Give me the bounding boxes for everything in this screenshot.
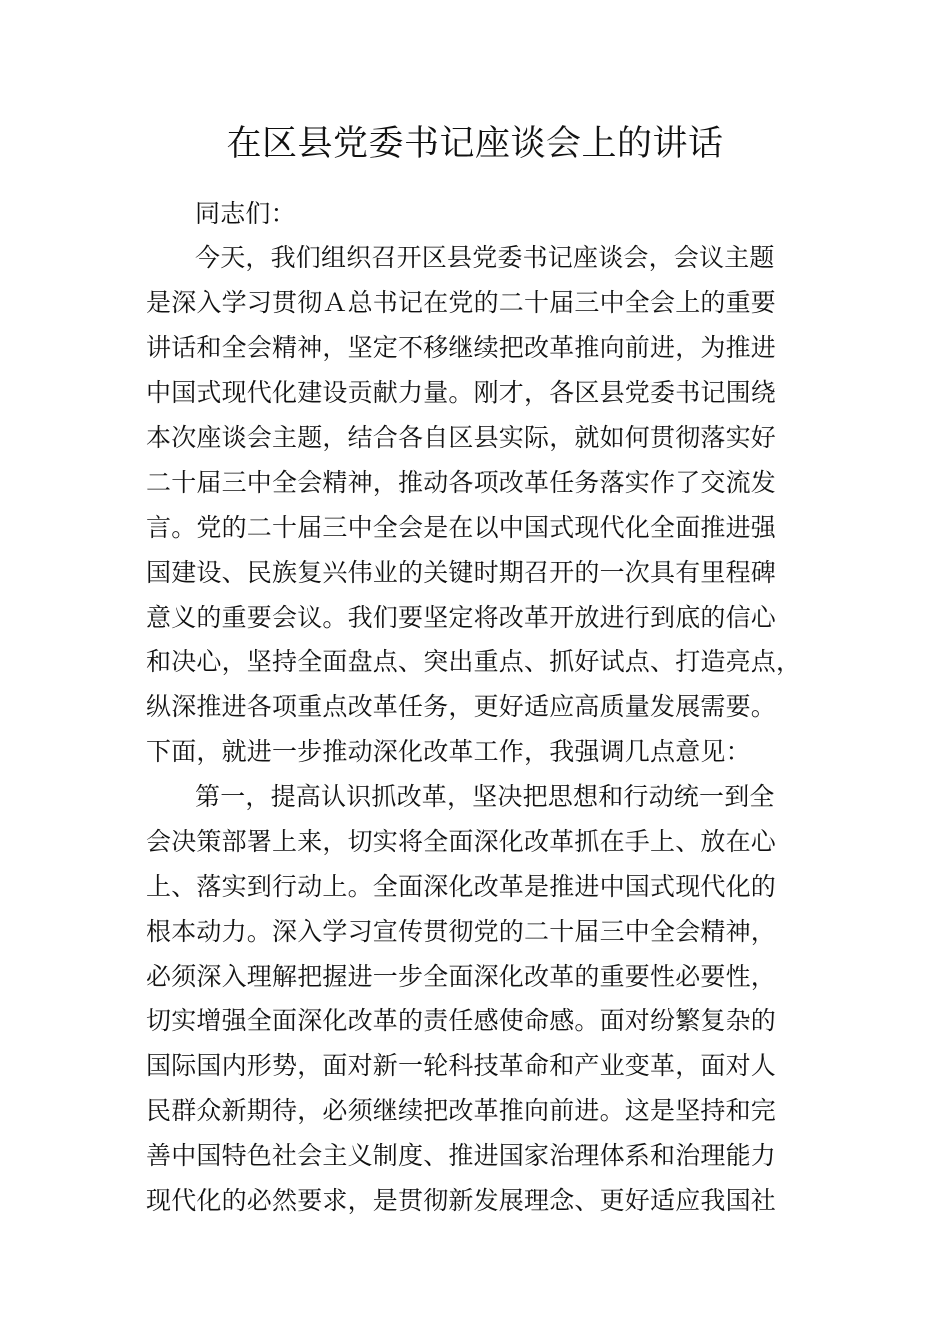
text-line: 下面，就进一步推动深化改革工作，我强调几点意见： <box>146 737 751 766</box>
text-line: 意义的重要会议。我们要坚定将改革开放进行到底的信心 <box>146 603 777 632</box>
text-line: 根本动力。深入学习宣传贯彻党的二十届三中全会精神， <box>146 917 777 946</box>
text-line: 切实增强全面深化改革的责任感使命感。面对纷繁复杂的 <box>146 1006 777 1035</box>
text-line: 中国式现代化建设贡献力量。刚才，各区县党委书记围绕 <box>146 378 777 407</box>
text-line: 第一，提高认识抓改革，坚决把思想和行动统一到全 <box>195 782 775 811</box>
document-title: 在区县党委书记座谈会上的讲话 <box>226 124 724 164</box>
text-line: 纵深推进各项重点改革任务，更好适应高质量发展需要。 <box>146 692 777 721</box>
text-line: 是深入学习贯彻Ａ总书记在党的二十届三中全会上的重要 <box>146 288 777 317</box>
text-line: 会决策部署上来，切实将全面深化改革抓在手上、放在心 <box>146 827 777 856</box>
text-line: 二十届三中全会精神，推动各项改革任务落实作了交流发 <box>146 468 777 497</box>
text-line: 本次座谈会主题，结合各自区县实际，就如何贯彻落实好 <box>146 423 777 452</box>
text-line: 国际国内形势，面对新一轮科技革命和产业变革，面对人 <box>146 1051 777 1080</box>
text-line: 善中国特色社会主义制度、推进国家治理体系和治理能力 <box>146 1141 777 1170</box>
salutation: 同志们： <box>195 199 296 228</box>
text-line: 上、落实到行动上。全面深化改革是推进中国式现代化的 <box>146 872 777 901</box>
text-line: 民群众新期待，必须继续把改革推向前进。这是坚持和完 <box>146 1096 777 1125</box>
text-line: 讲话和全会精神，坚定不移继续把改革推向前进，为推进 <box>146 333 777 362</box>
text-line: 和决心，坚持全面盘点、突出重点、抓好试点、打造亮点， <box>146 647 802 676</box>
text-line: 国建设、民族复兴伟业的关键时期召开的一次具有里程碑 <box>146 558 777 587</box>
text-line: 必须深入理解把握进一步全面深化改革的重要性必要性， <box>146 962 777 991</box>
text-line: 现代化的必然要求，是贯彻新发展理念、更好适应我国社 <box>146 1186 777 1215</box>
text-line: 言。党的二十届三中全会是在以中国式现代化全面推进强 <box>146 513 777 542</box>
text-line: 今天，我们组织召开区县党委书记座谈会，会议主题 <box>195 243 775 272</box>
